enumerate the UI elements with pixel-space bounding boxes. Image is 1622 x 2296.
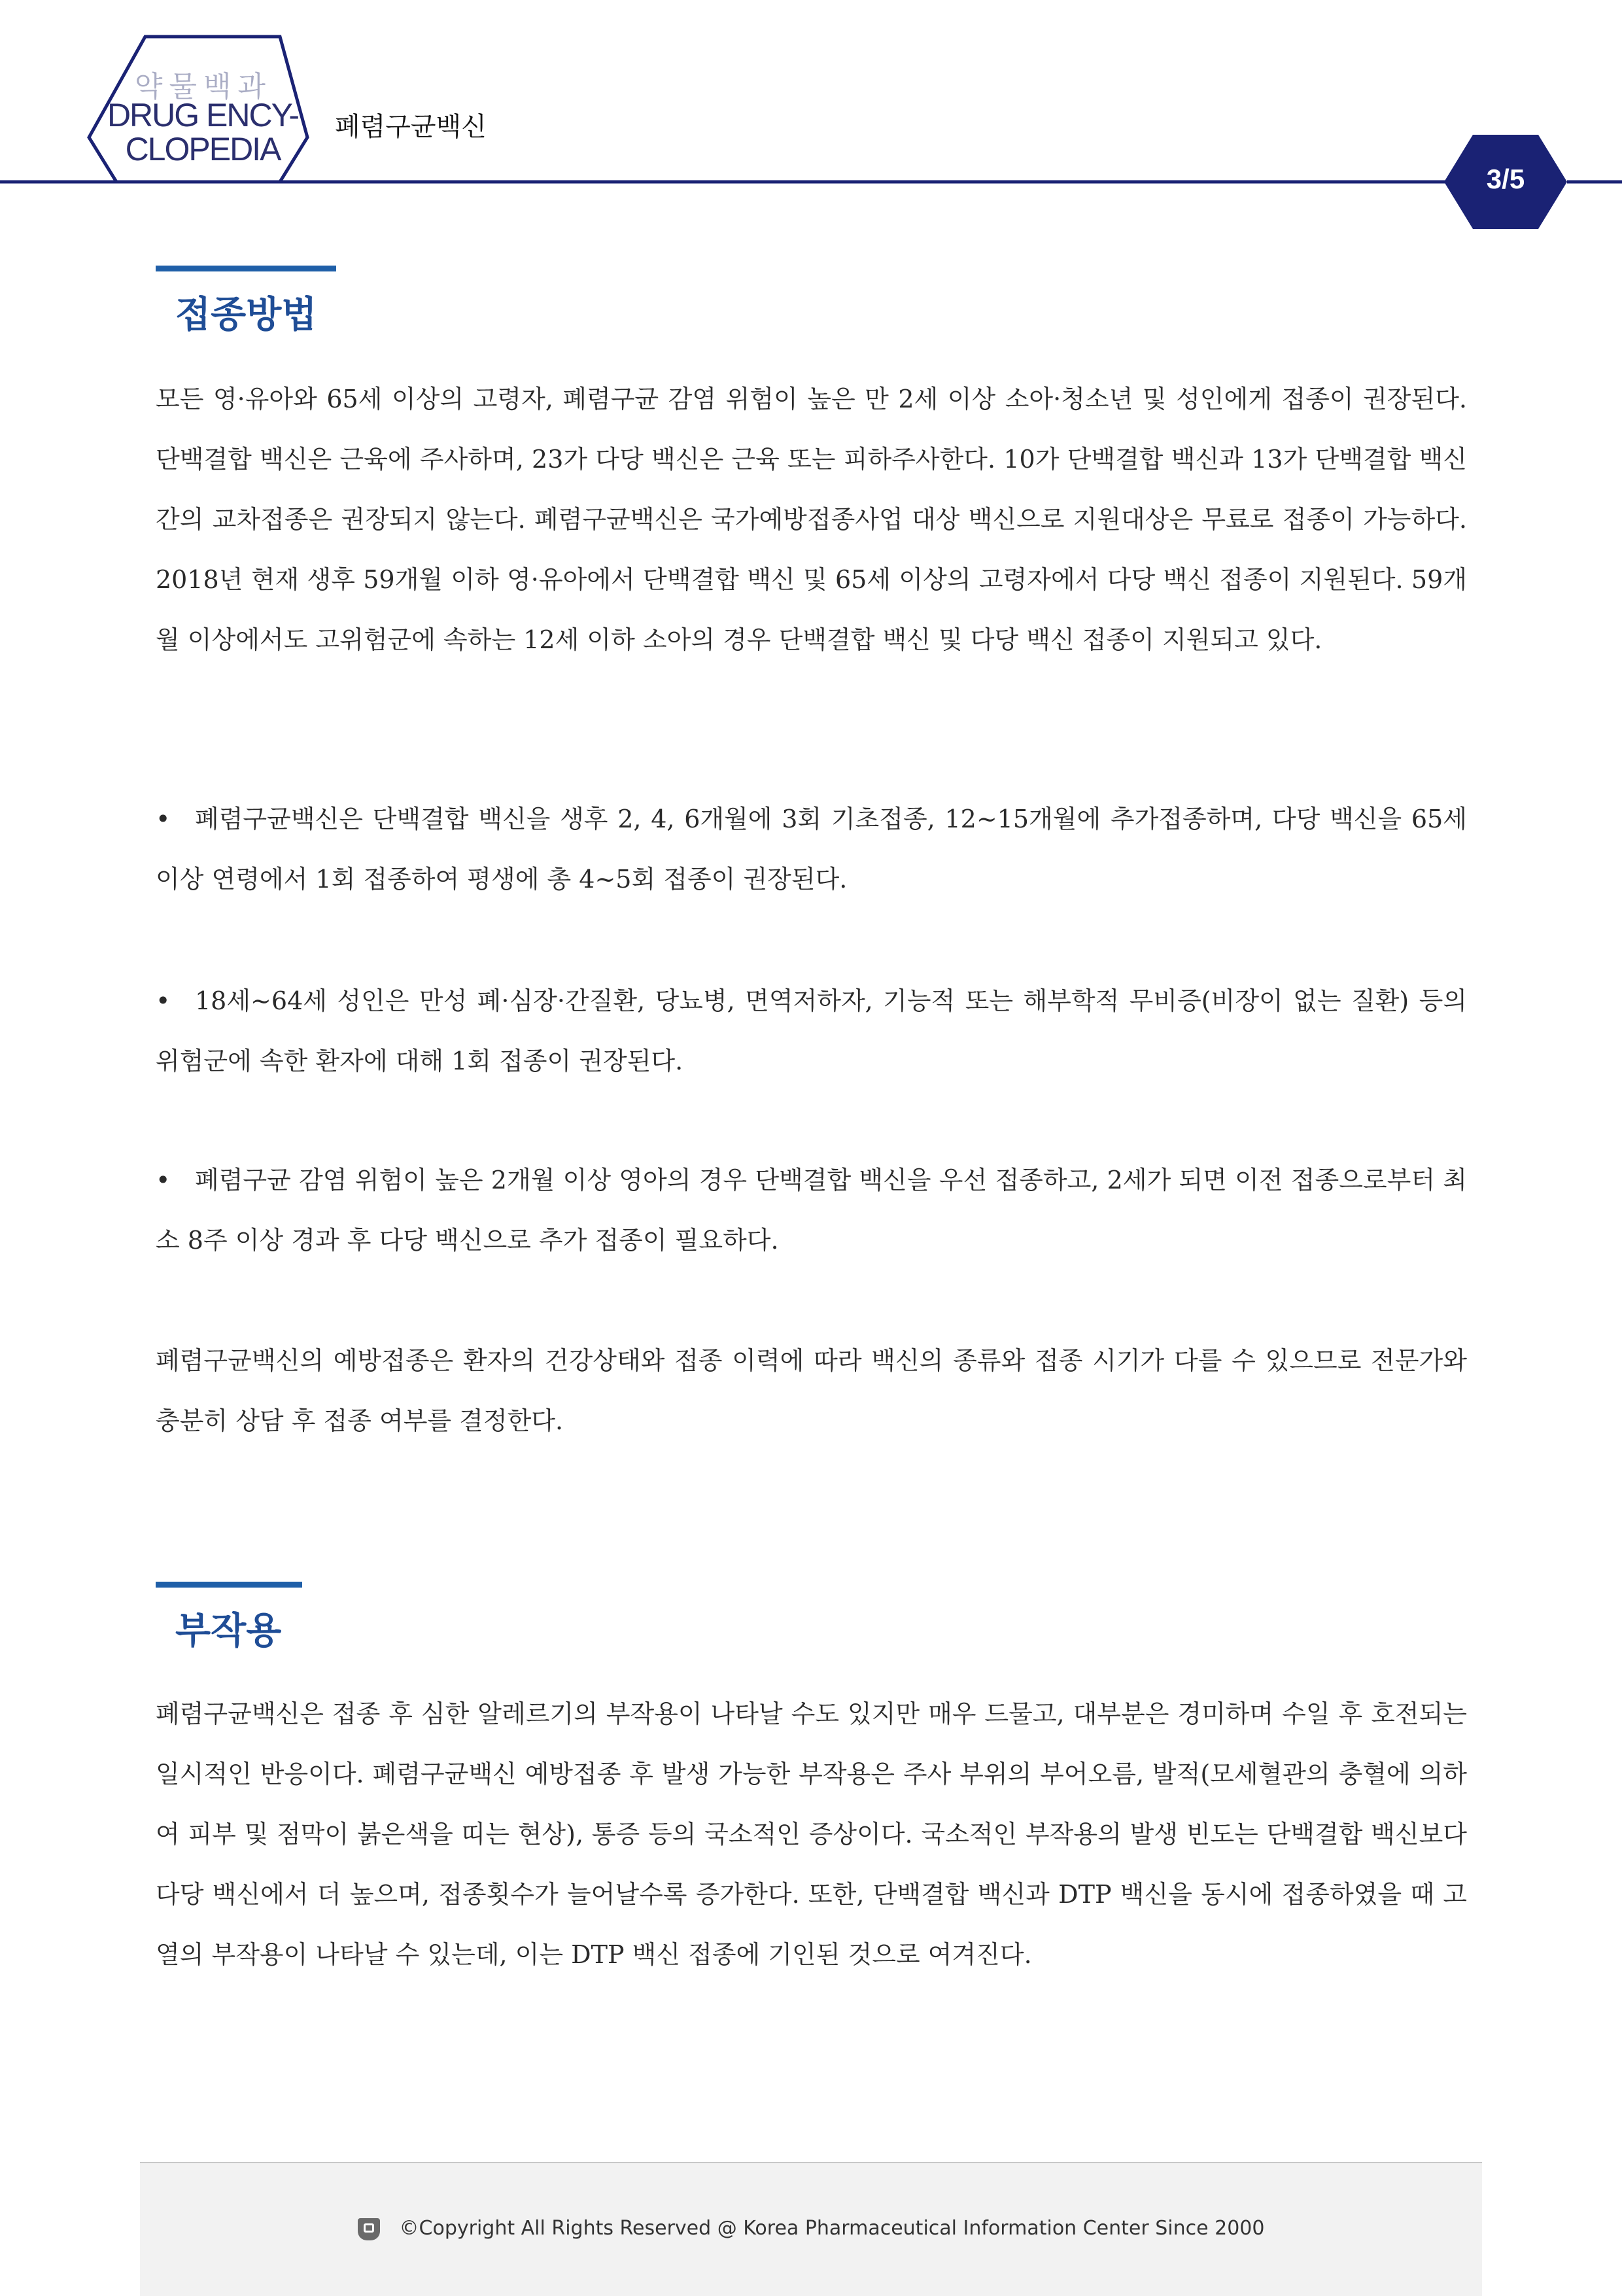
bullet-item — [156, 971, 1467, 1091]
copyright-notice — [140, 2217, 1482, 2240]
bullet-text: 18세~64세 성인은 만성 폐·심장·간질환, 당뇨병, 면역저하자, 기능적 또는 해부학적 무비증(비장이 없는 질환) 등의 위험군에 속한 환자에 대해 1회 접종이 권장된다. — [156, 986, 1467, 1075]
bullet-dot-icon: • — [156, 986, 171, 1015]
bullet-item — [156, 1150, 1467, 1270]
page-footer — [140, 2162, 1482, 2296]
section-accent-bar — [156, 1582, 302, 1588]
section-heading-administration — [156, 266, 336, 338]
bullet-item — [156, 789, 1467, 909]
administration-intro: 모든 영·유아와 65세 이상의 고령자, 폐렴구균 감염 위험이 높은 만 2세 이상 소아·청소년 및 성인에게 접종이 권장된다. 단백결합 백신은 근육에 주사하며, 23가 다당 백신은 근육 또는 피하주사한다. 10가 단백결합 백신과 13가 단백결합 백신간의 교차접종은 권장되지 않는다. 폐렴구균백신은 국가예방접종사업 대상 백신으로 지원대상은 무료로 접종이 가능하다. 2018년 현재 생후 59개월 이하 영·유아에서 단백결합 백신 및 65세 이상의 고령자에서 다당 백신 접종이 지원된다. 59개월 이상에서도 고위험군에 속하는 12세 이하 소아의 경우 단백결합 백신 및 다당 백신 접종이 지원되고 있다. — [156, 385, 1467, 654]
logo-english — [105, 98, 301, 166]
logo-korean: 약물백과 — [134, 70, 272, 103]
document-title: 폐렴구균백신 — [335, 112, 487, 142]
bullet-dot-icon: • — [156, 1166, 171, 1194]
logo-english-line1: DRUG ENCY- — [107, 97, 299, 133]
copyright-text: ©Copyright All Rights Reserved @ Korea Pharmaceutical Information Center Since 2000 — [399, 2217, 1265, 2240]
administration-closing: 폐렴구균백신의 예방접종은 환자의 건강상태와 접종 이력에 따라 백신의 종류와 접종 시기가 다를 수 있으므로 전문가와 충분히 상담 후 접종 여부를 결정한다. — [156, 1346, 1467, 1435]
bullet-dot-icon: • — [156, 805, 171, 833]
section-accent-bar — [156, 266, 336, 271]
bullet-text: 폐렴구균백신은 단백결합 백신을 생후 2, 4, 6개월에 3회 기초접종, 12~15개월에 추가접종하며, 다당 백신을 65세 이상 연령에서 1회 접종하여 평생에 총 4~5회 접종이 권장된다. — [156, 805, 1467, 894]
logo-english-line2: CLOPEDIA — [125, 131, 281, 167]
section-title: 접종방법 — [175, 294, 317, 336]
page-number: 3/5 — [1486, 164, 1525, 194]
page-header — [0, 0, 1622, 235]
section-title: 부작용 — [175, 1610, 282, 1652]
side-effects-body: 폐렴구균백신은 접종 후 심한 알레르기의 부작용이 나타날 수도 있지만 매우 드물고, 대부분은 경미하며 수일 후 호전되는 일시적인 반응이다. 폐렴구균백신 예방접종 후 발생 가능한 부작용은 주사 부위의 부어오름, 발적(모세혈관의 충혈에 의하여 피부 및 점막이 붉은색을 띠는 현상), 통증 등의 국소적인 증상이다. 국소적인 부작용의 발생 빈도는 단백결합 백신보다 다당 백신에서 더 높으며, 접종횟수가 늘어날수록 증가한다. 또한, 단백결합 백신과 DTP 백신을 동시에 접종하였을 때 고열의 부작용이 나타날 수 있는데, 이는 DTP 백신 접종에 기인된 것으로 여겨진다. — [156, 1699, 1467, 1969]
bullet-text: 폐렴구균 감염 위험이 높은 2개월 이상 영아의 경우 단백결합 백신을 우선 접종하고, 2세가 되면 이전 접종으로부터 최소 8주 이상 경과 후 다당 백신으로 추가 접종이 필요하다. — [156, 1166, 1467, 1255]
seal-icon — [358, 2218, 380, 2240]
section-heading-side-effects — [156, 1582, 302, 1654]
